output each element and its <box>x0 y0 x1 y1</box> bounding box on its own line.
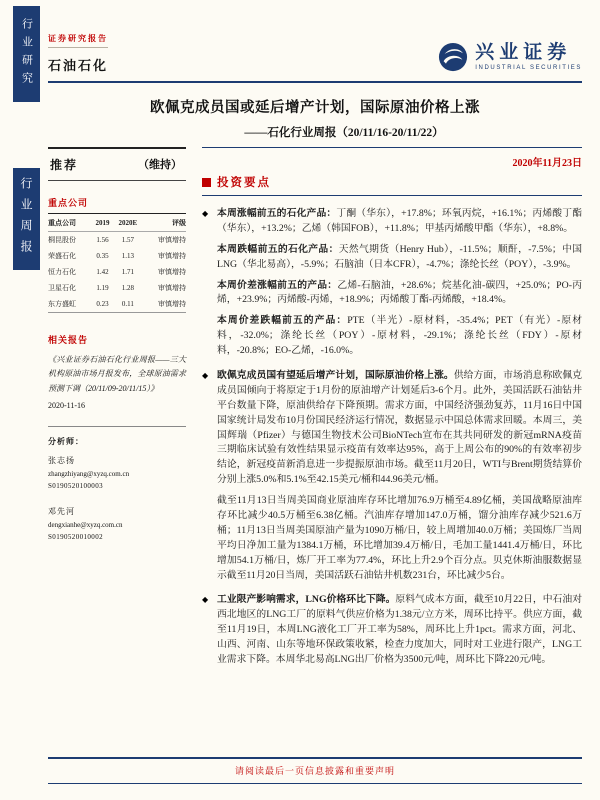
paragraph: 本周价差涨幅前五的产品：乙烯-石脑油，+28.6%；烷基化油-碳四，+25.0%；PO-丙烯，+23.9%；丙烯酸-丙烯，+18.9%；丙烯酸丁酯-丙烯酸，+18.4%。 <box>217 279 582 306</box>
analyst-label: 分析师： <box>48 437 84 447</box>
bullet-item <box>202 593 582 667</box>
table-cell: 1.42 <box>96 268 109 276</box>
table-header-cell: 重点公司 <box>48 214 92 232</box>
paragraph: 本周涨幅前五的石化产品：丁酮（华东），+17.8%；环氧丙烷，+16.1%；丙烯酸丁酯（华东），+13.2%；乙烯（韩国FOB），+11.8%；甲基丙烯酸甲酯（华东），+8.8%。 <box>217 208 582 234</box>
table-cell: 东方盛虹 <box>48 300 76 308</box>
paragraph-lead: 本周跌幅前五的石化产品： <box>217 243 339 255</box>
table-cell: 恒力石化 <box>48 268 76 276</box>
paragraph: 工业限产影响需求，LNG价格环比下降。原料气成本方面，截至10月22日，中石油对西北地区的LNG工厂的原料气供应价格为1.38元/立方米，周环比持平。供应方面，截至11月19日，本周LNG液化工厂开工率为58%，周环比上升1pct。需求方面，河北、山西、河南、山东等地环保政策收紧，检查力度加大，同时对工业进行限产，LNG工业需求下降。本周华北易高LNG出厂价格为3500元/吨，周环比下降220元/吨。 <box>217 594 582 666</box>
table-row <box>48 248 186 264</box>
analyst-name: 张志扬 <box>48 456 75 466</box>
page-footer <box>48 757 582 784</box>
table-cell: 0.11 <box>121 300 134 308</box>
left-column <box>48 147 186 678</box>
table-cell: 审慎增持 <box>158 284 186 292</box>
main-column <box>202 147 582 678</box>
related-report-date: 2020-11-16 <box>48 401 86 411</box>
table-cell: 桐昆股份 <box>48 236 76 244</box>
key-companies-table <box>48 213 186 313</box>
bullet-body <box>217 369 582 583</box>
paragraph: 截至11月13日当周美国商业原油库存环比增加76.9万桶至4.89亿桶，美国战略原油库存环比减少40.5万桶至6.38亿桶。汽油库存增加147.0万桶，馏分油库存减少521.6万桶；11月13日当周美国原油产量为1090万桶/日，较上周增加40.0万桶；美国炼厂当周平均日净加工量为1384.1万桶，环比增加39.4万桶/日，毛加工量1441.4万桶/日，环比增加54.1万桶/日，炼厂开工率为77.4%，环比上升2.9个百分点。贝克休斯油服数据显示截至11月20日当周，美国活跃石油钻井机数231台，环比减少5台。 <box>217 495 582 581</box>
bullet-item <box>202 369 582 583</box>
industry-label: 石油石化 <box>48 58 109 73</box>
table-row <box>48 280 186 296</box>
table-cell: 1.28 <box>121 284 134 292</box>
key-companies-tbody <box>48 232 186 313</box>
brand-logo-icon <box>438 42 468 72</box>
analyst-name: 邓先河 <box>48 507 75 517</box>
table-header-row <box>48 214 186 232</box>
table-cell: 审慎增持 <box>158 268 186 276</box>
paragraph: 本周价差跌幅前五的产品：PTE（半光）-原材料，-35.4%；PET（有光）-原材料，-32.0%；涤纶长丝（POY）-原材料，-29.1%；涤纶长丝（FDY）-原材料，-20.8%；EO-乙烯，-16.0%。 <box>217 315 582 357</box>
paragraph-lead: 本周价差涨幅前五的产品： <box>217 279 338 291</box>
table-cell: 审慎增持 <box>158 236 186 244</box>
red-square-icon <box>202 178 211 187</box>
footer-disclaimer: 请阅读最后一页信息披露和重要声明 <box>234 766 395 776</box>
analyst-list <box>48 455 186 541</box>
bullet-body <box>217 207 582 359</box>
analyst-entry <box>48 455 186 490</box>
table-cell: 审慎增持 <box>158 252 186 260</box>
content-area <box>48 0 582 678</box>
bullet-diamond-icon: ◆ <box>202 371 209 381</box>
related-reports-title: 相关报告 <box>48 335 89 345</box>
brand-name-en: INDUSTRIAL SECURITIES <box>475 65 582 72</box>
table-cell: 荣盛石化 <box>48 252 76 260</box>
table-header-cell: 2020E <box>113 214 142 232</box>
body-columns <box>48 147 582 678</box>
report-type-label: 证券研究报告 <box>48 33 108 48</box>
table-cell: 1.19 <box>96 284 109 292</box>
table-cell: 0.35 <box>96 252 109 260</box>
analyst-id: S0190520100003 <box>48 482 103 491</box>
table-cell: 审慎增持 <box>158 300 186 308</box>
table-cell: 1.57 <box>121 236 134 244</box>
bullet-body <box>217 593 582 667</box>
paragraph-lead: 工业限产影响需求，LNG价格环比下降。 <box>217 594 396 606</box>
rating-label: 推荐 <box>50 158 79 172</box>
table-row <box>48 296 186 313</box>
bullet-list <box>202 207 582 668</box>
table-row <box>48 232 186 249</box>
rating-status: （维持） <box>138 159 182 171</box>
brand-text <box>475 43 582 72</box>
table-cell: 1.13 <box>121 252 134 260</box>
report-date: 2020年11月23日 <box>512 158 582 169</box>
bullet-item <box>202 207 582 359</box>
report-title: 欧佩克成员国或延后增产计划，国际原油价格上涨 <box>150 100 480 116</box>
analyst-id: S0190520010002 <box>48 533 103 542</box>
brand-logo <box>438 42 582 74</box>
table-row <box>48 264 186 280</box>
paragraph-lead: 本周涨幅前五的石化产品： <box>217 208 337 219</box>
sidebar-label-industry-weekly: 行业周报 <box>13 168 40 270</box>
table-cell: 0.23 <box>96 300 109 308</box>
brand-name: 兴业证券 <box>475 41 572 63</box>
paragraph: 欧佩克成员国有望延后增产计划，国际原油价格上涨。供给方面，市场消息称欧佩克成员国倾向于将原定于1月份的原油增产计划延后3-6个月。此外，美国活跃石油钻井平台数量下降，原油供给存下降预期。需求方面，中国经济强劲复苏，11月16日中国国家统计局发布10月份国民经济运行情况，数据显示中国总体需求回暖。本周三，美国辉瑞（Pfizer）与德国生物技术公司BioNTech宣布在其共同研发的新冠mRNA疫苗三期临床试验有效性结果显示疫苗有效率达95%，高于上周公布的90%的有效率初步结论，新冠疫苗新消息进一步提振原油市场。截至11月20日，WTI与Brent期货结算价分别上涨5.0%和5.1%至42.15美元/桶和44.96美元/桶。 <box>217 370 583 486</box>
bullet-diamond-icon: ◆ <box>202 595 209 605</box>
rating-box <box>48 147 186 181</box>
table-cell: 1.71 <box>121 268 134 276</box>
header-left <box>48 28 108 74</box>
sidebar-label-industry-research: 行业研究 <box>13 6 40 102</box>
bullet-diamond-icon: ◆ <box>202 209 209 218</box>
key-companies-title: 重点公司 <box>48 198 89 208</box>
analyst-email: zhangzhiyang@xyzq.com.cn <box>48 470 130 479</box>
paragraph-lead: 本周价差跌幅前五的产品： <box>217 315 348 327</box>
report-header <box>48 0 582 83</box>
analyst-entry <box>48 506 186 541</box>
table-header-cell: 评级 <box>142 214 186 232</box>
paragraph-lead: 欧佩克成员国有望延后增产计划，国际原油价格上涨。 <box>217 370 454 382</box>
analyst-email: dengxianhe@xyzq.com.cn <box>48 521 123 530</box>
investment-highlights-title: 投资要点 <box>217 177 271 189</box>
paragraph: 本周跌幅前五的石化产品：天然气期货（Henry Hub），-11.5%；顺酐，-7.5%；中国LNG（华北易高），-5.9%；石脑油（日本CFR），-4.7%；涤纶长丝（POY），-3.9%。 <box>217 243 583 270</box>
investment-highlights-header <box>202 174 582 196</box>
related-report-item: 《兴业证券石油石化行业周报——三大机构原油市场月报发布，全球原油需求预测下调（20/11/09-20/11/15）》 <box>48 355 186 393</box>
table-cell: 1.56 <box>96 236 109 244</box>
report-subtitle: ——石化行业周报（20/11/16-20/11/22） <box>244 127 444 139</box>
analyst-block <box>48 426 186 541</box>
table-cell: 卫星石化 <box>48 284 76 292</box>
table-header-cell: 2019 <box>92 214 114 232</box>
